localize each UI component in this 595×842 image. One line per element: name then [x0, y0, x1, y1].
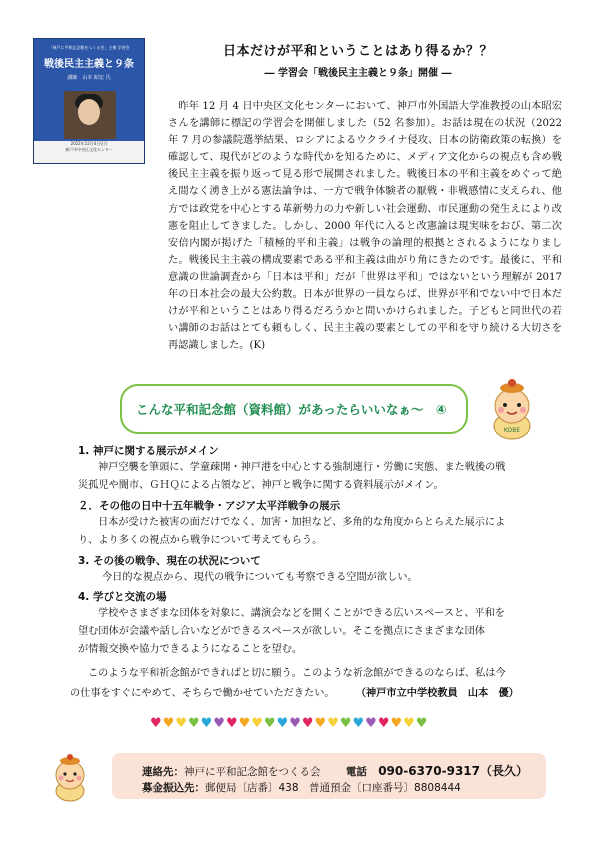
- heart-icon: ♥: [238, 716, 251, 731]
- heart-icon: ♥: [301, 716, 314, 731]
- closing-line-2: [70, 684, 560, 704]
- page-subtitle: ― 学習会「戦後民主主義と９条」開催 ―: [264, 68, 452, 79]
- closing-line-1: このような平和祈念館ができればと切に願う。このような祈念館ができるのならば、私は今: [88, 668, 506, 679]
- page-title: 日本だけが平和ということはあり得るか？？: [222, 44, 493, 59]
- item-2-line: り、より多くの視点から戦争について考えてもらう。: [78, 535, 323, 546]
- item-3-heading: 3. その後の戦争、現在の状況について: [78, 555, 261, 567]
- heart-icon: ♥: [339, 716, 352, 731]
- donation-account: 郵便局〔店番〕438 普通預金〔口座番号〕8808444: [205, 782, 461, 794]
- contact-box: [112, 753, 546, 799]
- heart-icon: ♥: [150, 716, 162, 731]
- contact-label: 連絡先：: [142, 766, 184, 778]
- heart-icon: ♥: [225, 716, 238, 731]
- heart-icon: ♥: [327, 716, 339, 731]
- poster-top-text: 「神戸に平和記念館をつくる会」主催 学習会: [48, 45, 130, 50]
- closing-text: [70, 664, 560, 704]
- heart-icon: ♥: [390, 716, 403, 731]
- heart-icon: ♥: [314, 716, 327, 731]
- item-2-heading: ２．その他の日中十五年戦争・アジア太平洋戦争の展示: [78, 500, 341, 512]
- item-4-line: が情報交換や協力できるようになることを望む。: [78, 644, 303, 655]
- heart-icon: ♥: [213, 716, 225, 731]
- contact-row: [142, 762, 528, 779]
- poster-footer-date: 2022年12月4日(日): [70, 141, 108, 146]
- heart-icon: ♥: [162, 716, 175, 731]
- heart-icon: ♥: [175, 716, 187, 731]
- donation-row: [142, 780, 461, 795]
- item-1-heading: 1. 神戸に関する展示がメイン: [78, 445, 219, 457]
- section-banner: [120, 384, 468, 434]
- heart-icon: ♥: [200, 716, 213, 731]
- item-1-line: 災孤児や闇市、ＧＨＱによる占領など、神戸と戦争に関する資料展示がメイン。: [78, 480, 444, 491]
- mascot-small-icon: [44, 753, 96, 805]
- poster-speaker: 講師 山本 昭宏 氏: [67, 75, 111, 81]
- item-4-line: 学校やさまざまな団体を対象に、講演会などを開くことができる広いスペースと、平和を: [98, 608, 505, 619]
- author-signature: （神戸市立中学校教員 山本 優）: [355, 688, 519, 699]
- heart-icon: ♥: [365, 716, 377, 731]
- poster-title: 戦後民主主義と９条: [44, 59, 134, 70]
- heart-icon: ♥: [276, 716, 289, 731]
- item-1-body: [78, 459, 506, 495]
- heart-icon: ♥: [187, 716, 200, 731]
- heart-icon: ♥: [251, 716, 263, 731]
- heart-icon: ♥: [403, 716, 415, 731]
- item-4-heading: 4. 学びと交流の場: [78, 591, 167, 603]
- donation-label: 募金振込先：: [142, 782, 205, 794]
- tel-number: 090-6370-9317（長久）: [378, 764, 528, 778]
- banner-text: こんな平和記念館（資料館）があったらいいなぁ～ ④: [136, 402, 447, 417]
- heart-icon: ♥: [352, 716, 365, 731]
- item-2-line: 日本が受けた被害の面だけでなく、加害・加担など、多角的な角度からとらえた展示によ: [98, 517, 506, 528]
- item-3-line: 今日的な視点から、現代の戦争についても考察できる空間が欲しい。: [102, 572, 418, 583]
- heart-icon: ♥: [377, 716, 390, 731]
- mascot-character-icon: [478, 378, 546, 444]
- article-body: [68, 98, 562, 354]
- heart-icon: ♥: [415, 716, 428, 731]
- hearts-icon-row: [150, 716, 428, 731]
- item-3-body: [102, 569, 418, 587]
- contact-org: 神戸に平和記念館をつくる会: [184, 766, 321, 778]
- heart-icon: ♥: [263, 716, 276, 731]
- item-1-line: 神戸空襲を筆頭に、学童疎開・神戸港を中心とする強制連行・労働に実態、また戦後の戦: [98, 462, 506, 473]
- item-4-line: 望む団体が会議や話し合いなどができるスペースが欲しい。そこを拠点にさまざまな団体: [78, 626, 485, 637]
- svg-text:KOBE: KOBE: [503, 427, 521, 434]
- item-2-body: [78, 514, 506, 550]
- tel-label: 電話: [345, 766, 367, 778]
- poster-footer-venue: 神戸市中央区文化センター: [65, 147, 113, 152]
- hearts-divider: [150, 716, 450, 732]
- heart-icon: ♥: [289, 716, 301, 731]
- article-paragraph: 昨年 12 月 4 日中央区文化センターにおいて、神戸市外国語大学准教授の山本昭宏さんを講師に標記の学習会を開催しました（52 名参加）。お話は現在の状況（2022 年 7 月の参議院選挙結果、ロシアによるウクライナ侵攻、日本の防衛政策の転換）を確認して、現代がどのような時代かを知るために、メディア文化からの視点も含め戦後民主主義を振り返って見る形で展開されました。戦後日本の平和主義をめぐって絶え間なく湧き上がる憲法論争は、一方で戦争体験者の厭戦・非戦感情に支えられ、他方では政党を中心とする革新勢力の力や新しい社会運動、市民運動の発生えにより改憲を阻止してきました。しかし、2000 年代に入ると改憲論は現実味をおび、第二次安倍内閣が掲げた「積極的平和主義」は戦争の論理的根拠とされるようになりました。戦後民主主義の構成要素である平和主義は曲がり角にきたのです。最後に、平和意識の世論調査から「日本は平和」だが「世界は平和」ではないという理解が 2017 年の日本社会の最大公約数。日本が世界の一員ならば、世界が平和でない中で日本だけが平和ということはあり得るだろうかと問いかけられました。子どもと同世代の若い講師のお話はとても頼もしく、民主主義の要素としての平和を守り続ける大切さを再認識しました。(K): [168, 101, 562, 352]
- item-4-body: [78, 605, 505, 659]
- closing-line-2-text: の仕事をすぐにやめて、そちらで働かせていただきたい。: [70, 688, 335, 699]
